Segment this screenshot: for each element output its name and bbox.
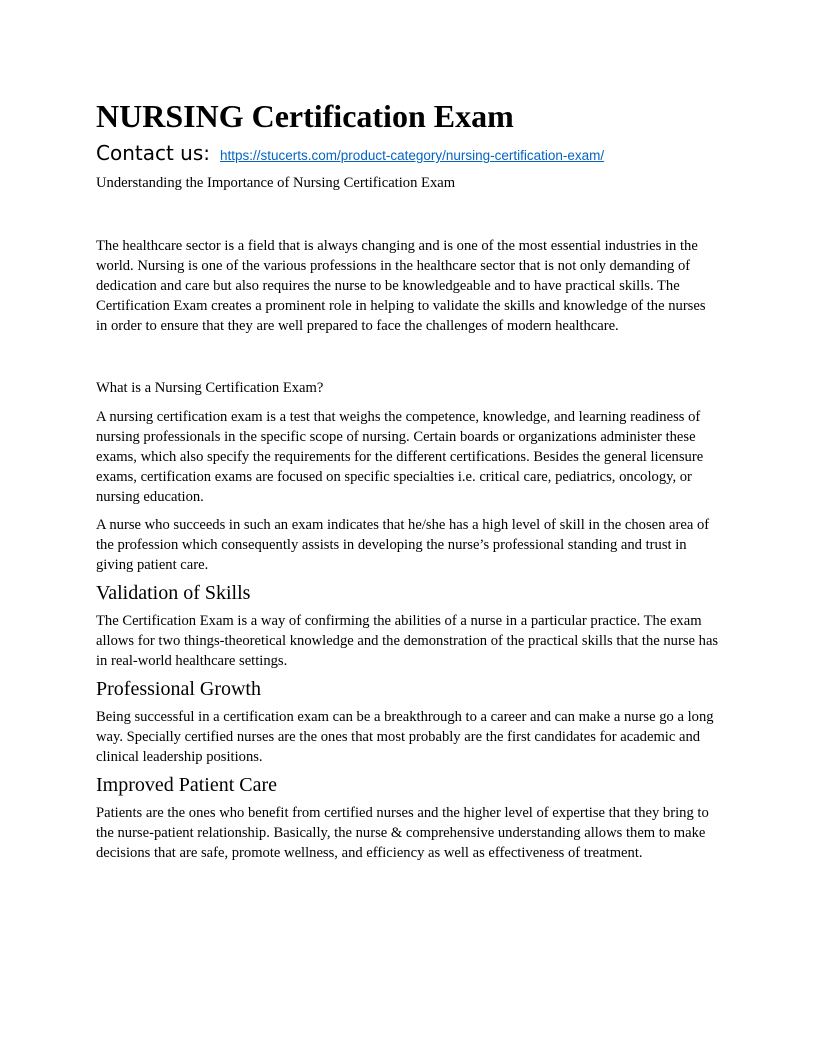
contact-link[interactable]: https://stucerts.com/product-category/nursing-certification-exam/ — [220, 148, 605, 163]
what-is-heading: What is a Nursing Certification Exam? — [96, 380, 324, 396]
page-title: NURSING Certification Exam — [96, 98, 514, 134]
what-is-paragraph-2: A nurse who succeeds in such an exam indicates that he/she has a high level of skill in the chosen area of the profession which consequently assists in developing the nurse’s professional standing and trust in giving patient care. — [96, 517, 710, 573]
intro-paragraph: The healthcare sector is a field that is always changing and is one of the most essential industries in the world. Nursing is one of the various professions in the healthcare sector that is not only demanding of dedication and care but also requires the nurse to be knowledgeable and to have practical skills. The Certification Exam creates a prominent role in helping to validate the skills and knowledge of the nurses in order to ensure that they are well prepared to face the challenges of modern healthcare. — [96, 238, 706, 334]
section-heading-validation: Validation of Skills — [96, 582, 251, 604]
subtitle: Understanding the Importance of Nursing Certification Exam — [96, 175, 456, 191]
section-body-validation: The Certification Exam is a way of confirming the abilities of a nurse in a particular practice. The exam allows for two things-theoretical knowledge and the demonstration of the practical skills that the nurse has in real-world healthcare settings. — [96, 613, 719, 669]
what-is-paragraph-1: A nursing certification exam is a test that weighs the competence, knowledge, and learning readiness of nursing professionals in the specific scope of nursing. Certain boards or organizations administer these exams, which also specify the requirements for the different certifications. Besides the general licensure exams, certification exams are focused on specific specialties i.e. critical care, pediatrics, oncology, or nursing education. — [96, 409, 704, 505]
section-heading-growth: Professional Growth — [96, 678, 261, 700]
section-heading-patient-care: Improved Patient Care — [96, 774, 278, 796]
document-page — [96, 96, 720, 863]
contact-line — [96, 140, 720, 169]
section-body-growth: Being successful in a certification exam can be a breakthrough to a career and can make a nurse go a long way. Specially certified nurses are the ones that most probably are the first candidates for academic and clinical leadership positions. — [96, 709, 714, 765]
section-body-patient-care: Patients are the ones who benefit from certified nurses and the higher level of expertise that they bring to the nurse-patient relationship. Basically, the nurse & comprehensive understanding allows them to make decisions that are safe, promote wellness, and efficiency as well as effectiveness of treatment. — [96, 805, 709, 861]
contact-label: Contact us: — [96, 141, 211, 165]
